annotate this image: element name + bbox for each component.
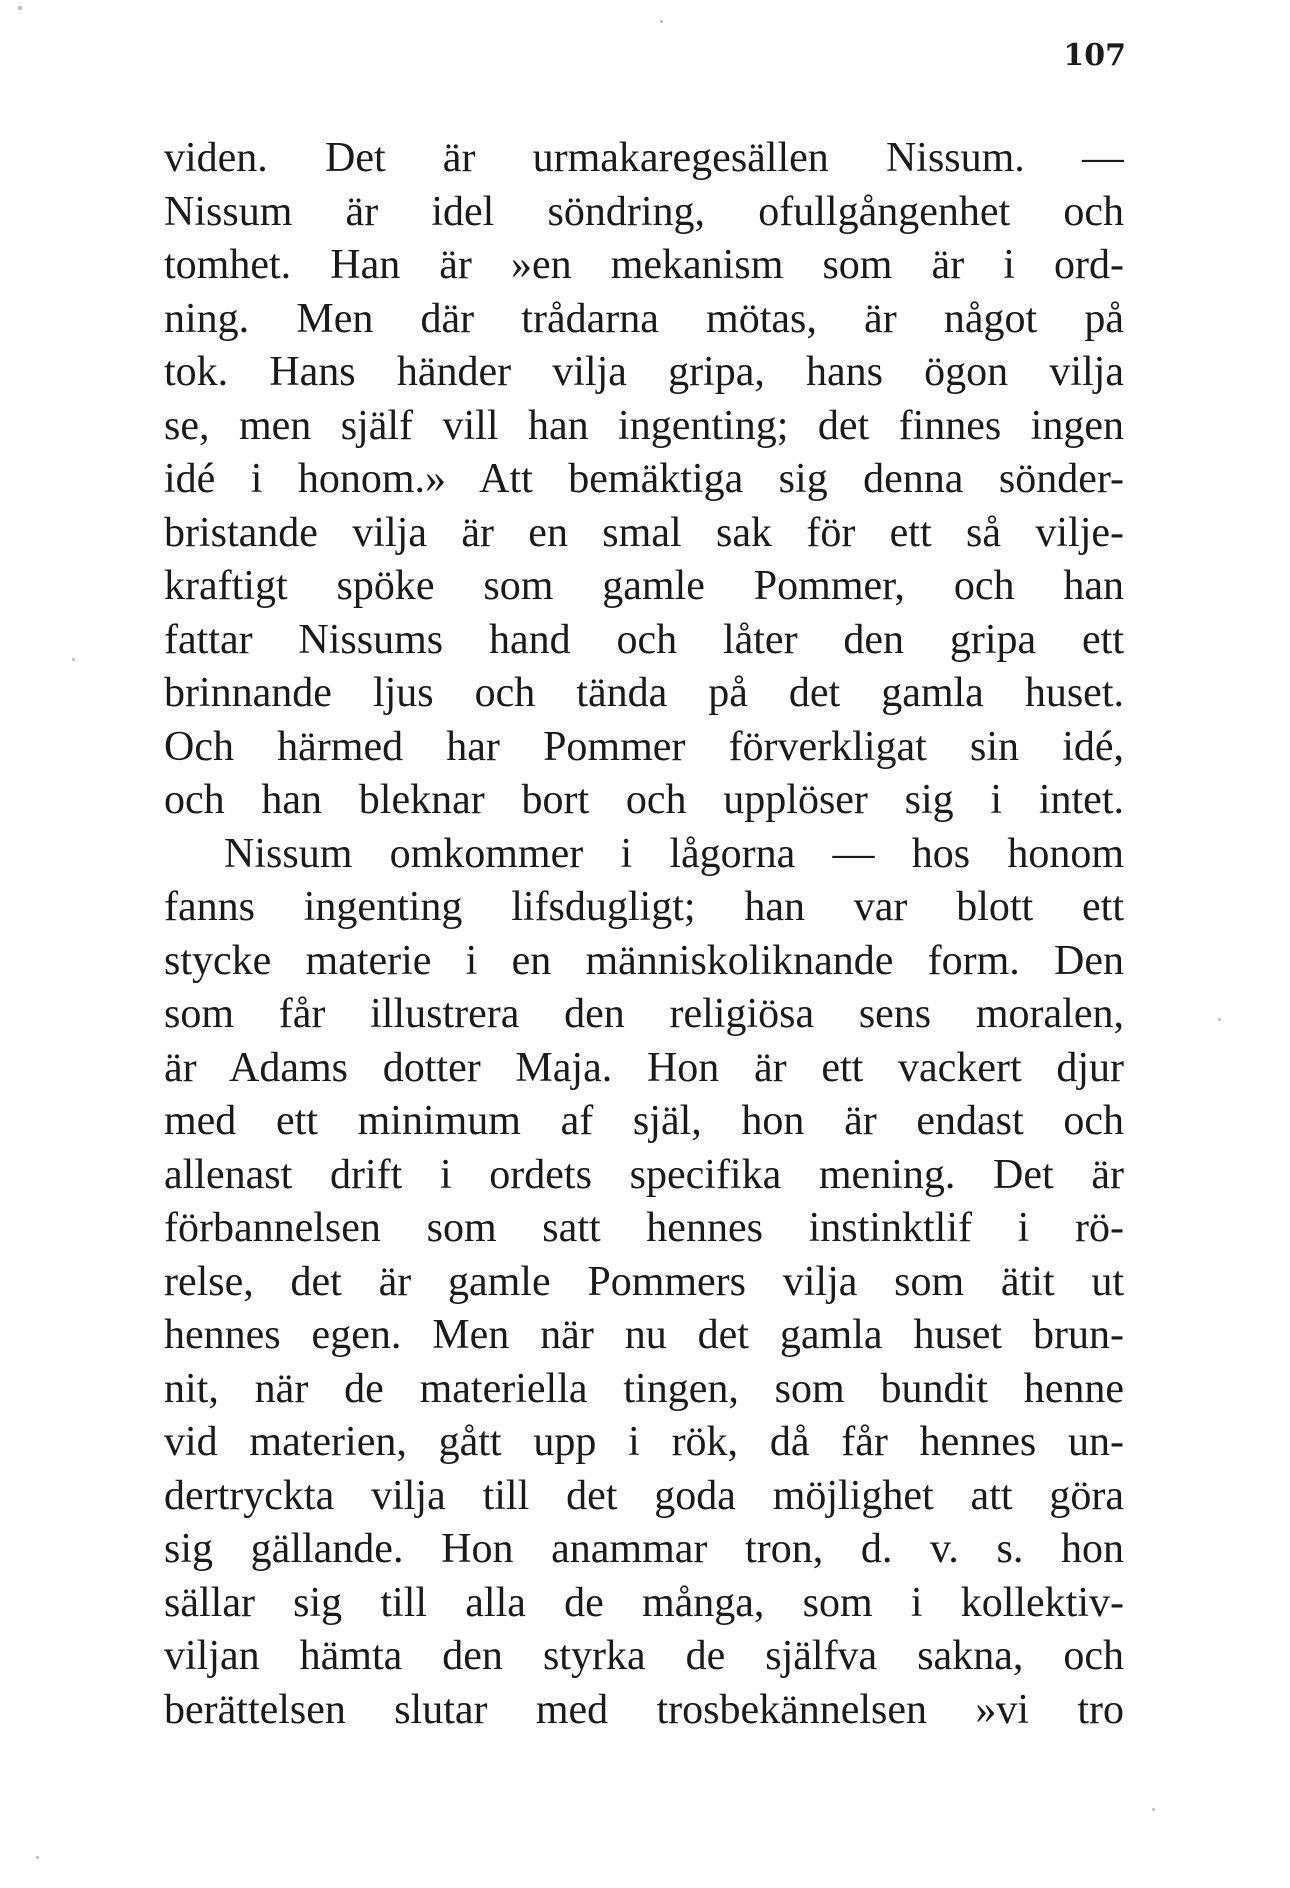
text-line: bristande vilja är en smal sak för ett så vilje- (164, 509, 1124, 556)
text-line: hennes egen. Men när nu det gamla huset brun- (164, 1312, 1124, 1358)
text-line: tok. Hans händer vilja gripa, hans ögon vilja (164, 349, 1124, 395)
text-line: sig gällande. Hon anammar tron, d. v. s. hon (164, 1526, 1124, 1572)
text-line: tomhet. Han är »en mekanism som är i ord- (164, 242, 1124, 288)
text-line: viden. Det är urmakaregesällen Nissum. — (164, 135, 1124, 181)
text-line: som får illustrera den religiösa sens moralen, (164, 991, 1124, 1037)
text-line: fanns ingenting lifsdugligt; han var blott ett (164, 884, 1124, 930)
text-line: brinnande ljus och tända på det gamla huset. (164, 670, 1124, 716)
text-line: se, men själf vill han ingenting; det finnes ingen (164, 402, 1124, 449)
text-line: dertryckta vilja till det goda möjlighet att göra (164, 1472, 1124, 1519)
body-text (164, 132, 1124, 1737)
text-line: stycke materie i en människoliknande form. Den (164, 937, 1124, 984)
text-line: idé i honom.» Att bemäktiga sig denna sönder- (164, 456, 1124, 502)
text-line: relse, det är gamle Pommers vilja som ätit ut (164, 1258, 1124, 1305)
text-line: Nissum är idel söndring, ofullgångenhet och (164, 188, 1124, 235)
text-line: nit, när de materiella tingen, som bundit henne (164, 1365, 1124, 1412)
scan-speck (72, 658, 75, 661)
text-line: förbannelsen som satt hennes instinktlif i rö- (164, 1205, 1124, 1251)
page-number: 107 (1063, 38, 1126, 73)
scan-speck (1218, 1018, 1221, 1021)
scan-speck (1152, 1808, 1155, 1811)
text-line: kraftigt spöke som gamle Pommer, och han (164, 563, 1124, 609)
text-line: Och härmed har Pommer förverkligat sin idé, (164, 723, 1124, 770)
text-line: berättelsen slutar med trosbekännelsen »vi tro (164, 1686, 1124, 1733)
text-line: och han bleknar bort och upplöser sig i intet. (164, 777, 1124, 823)
scan-speck (36, 1856, 39, 1859)
text-line: ning. Men där trådarna mötas, är något på (164, 295, 1124, 342)
paragraph-start-line: Nissum omkommer i lågorna — hos honom (224, 830, 1124, 877)
text-line: sällar sig till alla de många, som i kollektiv- (164, 1579, 1124, 1626)
text-line: viljan hämta den styrka de själfva sakna, och (164, 1633, 1124, 1679)
text-line: med ett minimum af själ, hon är endast och (164, 1098, 1124, 1144)
scan-speck (18, 6, 22, 10)
text-line: fattar Nissums hand och låter den gripa ett (164, 616, 1124, 663)
scan-speck (660, 20, 663, 23)
text-line: allenast drift i ordets specifika mening. Det är (164, 1151, 1124, 1198)
text-line: vid materien, gått upp i rök, då får hennes un- (164, 1419, 1124, 1465)
text-line: är Adams dotter Maja. Hon är ett vackert djur (164, 1044, 1124, 1091)
